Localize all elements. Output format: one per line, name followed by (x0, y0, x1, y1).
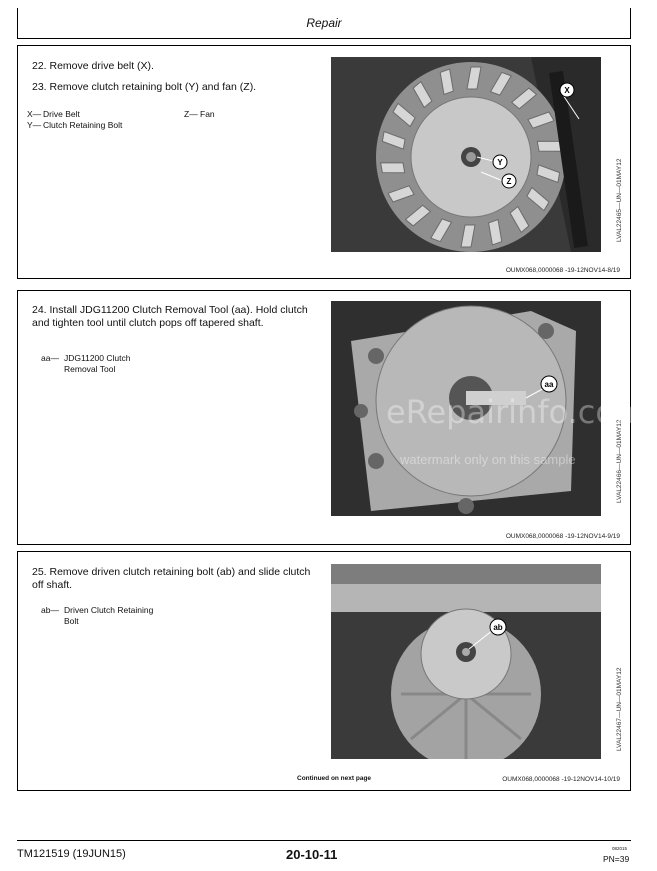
legend (27, 109, 247, 131)
footer-rule (17, 840, 631, 841)
step-22: 22. Remove drive belt (X). (32, 60, 154, 72)
procedure-block-1 (17, 45, 631, 279)
photo-driven-clutch (331, 564, 601, 759)
legend-key-z: Z— (184, 109, 198, 119)
legend-text-aa: JDG11200 Clutch Removal Tool (64, 353, 131, 374)
reference-code: OUMX068,0000068 -19-12NOV14-8/19 (505, 267, 620, 274)
image-code: LVAL22467—UN—01MAY12 (616, 667, 623, 751)
legend-key-ab: ab— (41, 605, 59, 615)
legend-text-ab: Driven Clutch Retaining Bolt (64, 605, 154, 626)
header-rule (17, 38, 631, 39)
legend-text-y: Clutch Retaining Bolt (43, 120, 123, 130)
image-code: LVAL22466—UN—01MAY12 (616, 419, 623, 503)
watermark-note: watermark only on this sample (400, 452, 576, 467)
legend (27, 605, 197, 627)
legend-key-y: Y— (27, 120, 42, 130)
callout-x: X (564, 86, 570, 95)
procedure-block-3 (17, 551, 631, 791)
page-header-title: Repair (306, 16, 342, 30)
step-23: 23. Remove clutch retaining bolt (Y) and fan (Z). (32, 81, 257, 93)
footer-date-code: 082015 (612, 846, 628, 851)
reference-code: OUMX068,0000068 -19-12NOV14-9/19 (505, 533, 620, 540)
legend-key-aa: aa— (41, 353, 59, 363)
manual-id: TM121519 (19JUN15) (17, 848, 126, 860)
callout-y: Y (497, 158, 503, 167)
continued-note: Continued on next page (297, 775, 372, 782)
page-pn: PN=39 (603, 854, 630, 864)
page-number: 20-10-11 (286, 847, 338, 862)
legend-key-x: X— (27, 109, 42, 119)
callout-aa: aa (544, 380, 554, 389)
photo-fan-assembly (331, 57, 601, 252)
reference-code: OUMX068,0000068 -19-12NOV14-10/19 (502, 776, 620, 783)
step-24: 24. Install JDG11200 Clutch Removal Tool (aa). Hold clutch and tighten tool until clutch pops off tapered shaft. (32, 304, 308, 329)
legend-text-x: Drive Belt (43, 109, 80, 119)
callout-z: Z (506, 177, 512, 186)
callout-ab: ab (493, 623, 503, 632)
legend-text-z: Fan (200, 109, 215, 119)
legend (27, 353, 197, 375)
step-25: 25. Remove driven clutch retaining bolt (ab) and slide clutch off shaft. (32, 566, 311, 591)
image-code: LVAL22465—UN—01MAY12 (616, 158, 623, 242)
watermark: eRepairinfo.com (386, 393, 647, 431)
